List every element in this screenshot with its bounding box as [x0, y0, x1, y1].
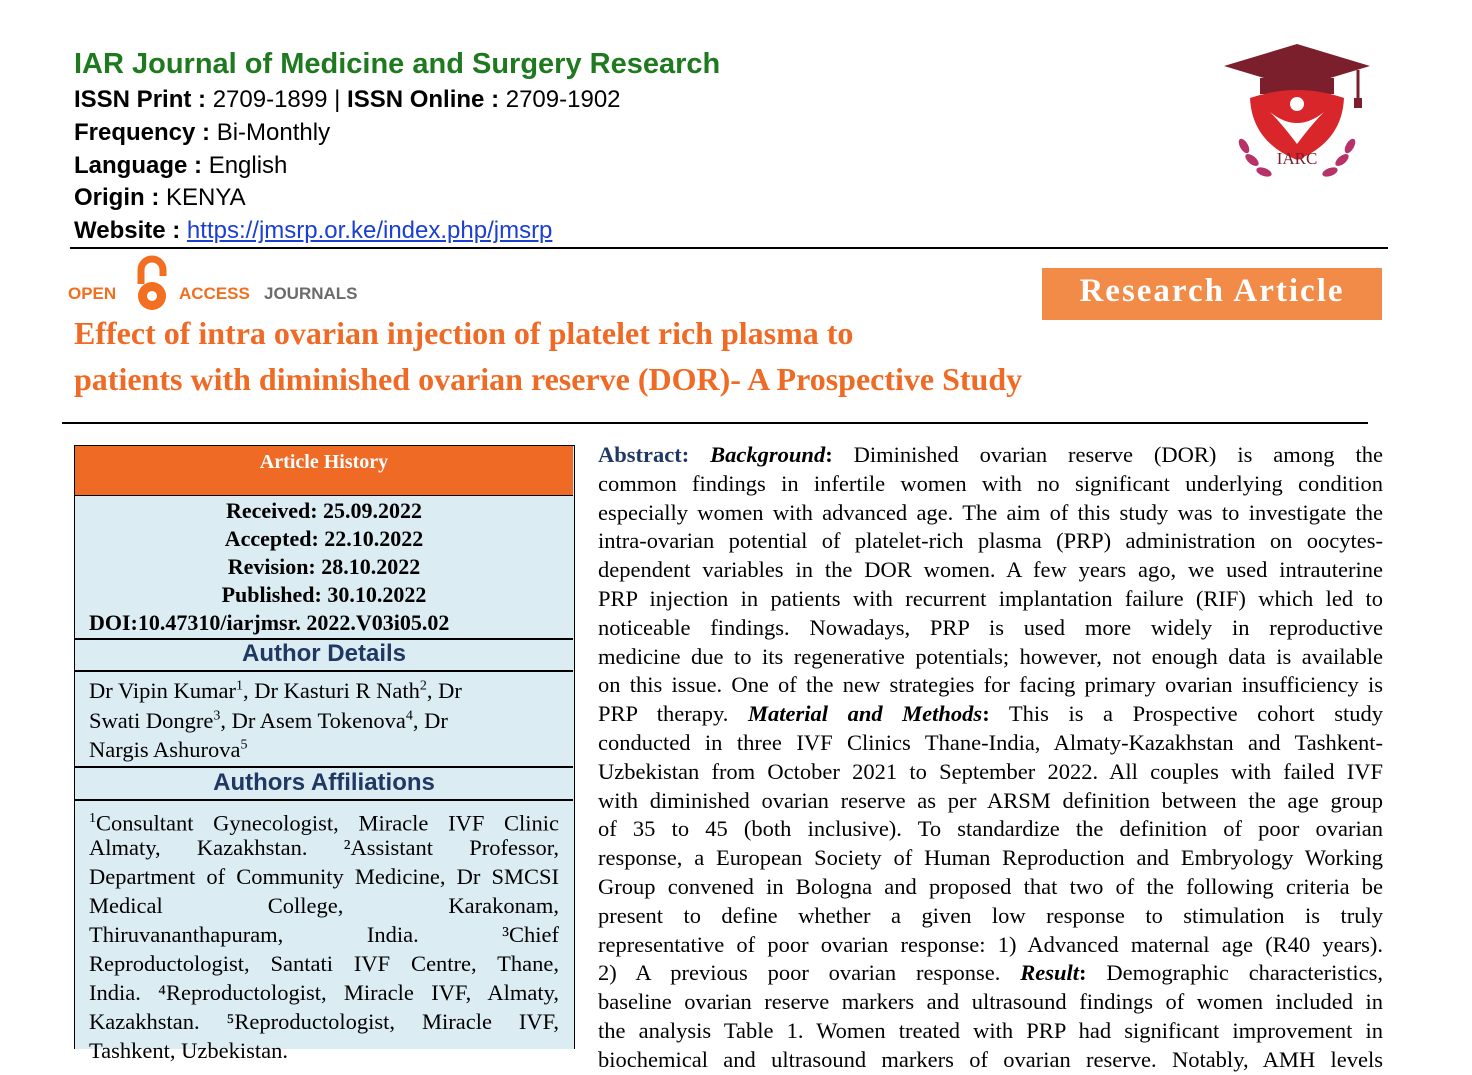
origin-label: Origin :: [74, 184, 160, 211]
abstract-label: Abstract:: [598, 442, 711, 467]
affiliation-line: [89, 862, 559, 891]
header-rule: [70, 247, 1388, 249]
issn-separator: |: [334, 86, 341, 113]
author-details-heading: Author Details: [241, 640, 406, 667]
affiliation-line: [89, 833, 559, 862]
abstract-text: biochemical and ultrasound markers of ovarian reserve. Notably, AMH levels: [598, 1046, 1383, 1072]
abstract-line: [598, 1017, 1383, 1046]
access-word: ACCESS: [179, 284, 250, 303]
abstract-line: [598, 787, 1383, 816]
website-link[interactable]: https://jmsrp.or.ke/index.php/jmsrp: [186, 217, 553, 244]
title-rule: [62, 422, 1368, 424]
affiliation-line: [89, 1036, 559, 1065]
affiliation-line: [89, 920, 559, 949]
abstract-line: [598, 815, 1383, 844]
issn-online-label: ISSN Online :: [347, 86, 500, 113]
abstract-line: [598, 758, 1383, 787]
abstract-text: representative of poor ovarian response: 1) Advanced maternal age (R40 years).: [598, 931, 1383, 957]
affiliations-heading: Authors Affiliations: [213, 769, 435, 796]
abstract-text: response, a European Society of Human Reproduction and Embryology Working: [598, 845, 1383, 871]
abstract-line: [598, 527, 1383, 556]
accepted-date: Accepted: 22.10.2022: [224, 526, 424, 551]
abstract-line: [598, 902, 1383, 931]
affiliation-text: India. ⁴Reproductologist, Miracle IVF, Almaty,: [89, 980, 559, 1005]
abstract-line: [598, 499, 1383, 528]
abstract-text: present to define whether a given low response to stimulation is truly: [598, 902, 1383, 928]
divider: [75, 766, 573, 768]
divider: [75, 670, 573, 672]
abstract-line: [598, 643, 1383, 672]
open-access-logo: [68, 254, 378, 314]
language-label: Language :: [74, 152, 203, 179]
abstract-line: [598, 959, 1383, 988]
abstract-line: [598, 671, 1383, 700]
doi: DOI:10.47310/iarjmsr. 2022.V03i05.02: [89, 610, 450, 635]
author-name: Nargis Ashurova: [89, 737, 241, 762]
abstract-line: [598, 470, 1383, 499]
abstract-line: [598, 441, 1383, 470]
abstract-text: of 35 to 45 (both inclusive). To standardize the definition of poor ovarian: [598, 816, 1383, 842]
abstract-line: [598, 614, 1383, 643]
author-sup: 3: [213, 708, 221, 724]
abstract-text: Group convened in Bologna and proposed that two of the following criteria be: [598, 874, 1383, 899]
divider: [75, 799, 573, 801]
website-line: [74, 215, 552, 247]
article-title-line-2: patients with diminished ovarian reserve (DOR)- A Prospective Study: [74, 361, 1023, 397]
abstract-line: [598, 931, 1383, 960]
abstract-text: with diminished ovarian reserve as per ARSM definition between the age group: [598, 787, 1383, 813]
article-history-header: [75, 446, 573, 496]
abstract-line: [598, 873, 1383, 902]
abstract-line: [598, 1046, 1383, 1075]
author-name: , Dr Asem Tokenova: [220, 708, 406, 733]
affiliation-text: Almaty, Kazakhstan. ²Assistant Professor,: [89, 835, 559, 860]
affiliation-text: Medical College, Karakonam,: [89, 893, 559, 918]
abstract-text: Uzbekistan from October 2021 to September 2022. All couples with failed IVF: [598, 758, 1383, 784]
author-name: , Dr: [426, 678, 462, 703]
revision-date: Revision: 28.10.2022: [227, 554, 421, 579]
open-lock-icon: [129, 254, 175, 312]
issn-line: [74, 84, 621, 116]
abstract-text: especially women with advanced age. The aim of this study was to investigate the: [598, 499, 1383, 525]
author-sup: 4: [405, 708, 413, 724]
author-sup: 2: [419, 678, 427, 694]
author-sup: 5: [240, 737, 248, 753]
author-line: [89, 735, 559, 764]
affiliation-line: [89, 1007, 559, 1036]
abstract-line: [598, 585, 1383, 614]
affiliation-text: Consultant Gynecologist, Miracle IVF Clinic: [96, 810, 559, 836]
abstract-line: [598, 556, 1383, 585]
website-label: Website :: [74, 217, 181, 244]
journals-word: JOURNALS: [264, 284, 358, 303]
article-history-heading: Article History: [259, 451, 389, 473]
author-name: Dr Vipin Kumar: [89, 678, 236, 703]
affiliation-line: [89, 891, 559, 920]
abstract-text: common findings in infertile women with no significant underlying condition: [598, 470, 1383, 496]
received-date: Received: 25.09.2022: [225, 498, 423, 523]
journal-title: IAR Journal of Medicine and Surgery Research: [74, 48, 721, 80]
affiliation-text: Kazakhstan. ⁵Reproductologist, Miracle IVF,: [89, 1009, 559, 1034]
issn-print-label: ISSN Print :: [74, 86, 207, 113]
affiliation-text: Department of Community Medicine, Dr SMCSI: [89, 864, 559, 889]
origin-line: [74, 182, 246, 214]
abstract-text: baseline ovarian reserve markers and ultrasound findings of women included in: [598, 989, 1383, 1015]
author-sup: 1: [235, 678, 243, 694]
affiliation-text: Thiruvananthapuram, India. ³Chief: [89, 922, 559, 947]
published-date: Published: 30.10.2022: [221, 582, 427, 607]
affiliation-text: Reproductologist, Santati IVF Centre, Thane,: [89, 951, 559, 976]
abstract-text: conducted in three IVF Clinics Thane-India, Almaty-Kazakhstan and Tashkent-: [598, 730, 1383, 755]
author-name: , Dr Kasturi R Nath: [242, 678, 420, 703]
abstract-text: intra-ovarian potential of platelet-rich plasma (PRP) administration on oocytes-: [598, 528, 1383, 554]
abstract-line: [598, 700, 1383, 729]
article-title-line-1: Effect of intra ovarian injection of platelet rich plasma to: [74, 315, 854, 351]
author-name: , Dr: [412, 708, 448, 733]
logo-text: IARC: [1276, 149, 1318, 168]
author-line: [89, 676, 559, 705]
frequency-line: [74, 117, 330, 149]
abstract-text: the analysis Table 1. Women treated with PRP had significant improvement in: [598, 1018, 1383, 1043]
language-line: [74, 150, 287, 182]
abstract-line: [598, 844, 1383, 873]
language-value: English: [208, 152, 288, 179]
issn-print-value: 2709-1899: [212, 86, 328, 113]
abstract-text: Background: Diminished ovarian reserve (DOR) is among the: [710, 442, 1383, 467]
abstract-text: PRP therapy. Material and Methods: This is a Prospective cohort study: [598, 701, 1383, 727]
article-type-label: Research Article: [1079, 273, 1345, 309]
frequency-value: Bi-Monthly: [216, 119, 331, 146]
author-name: Swati Dongre: [89, 708, 214, 733]
abstract-text: 2) A previous poor ovarian response. Result: Demographic characteristics,: [598, 960, 1383, 986]
abstract-text: noticeable findings. Nowadays, PRP is used more widely in reproductive: [598, 614, 1383, 640]
abstract-text: dependent variables in the DOR women. A few years ago, we used intrauterine: [598, 557, 1383, 583]
affiliation-line: [89, 978, 559, 1007]
origin-value: KENYA: [166, 184, 246, 211]
open-word: OPEN: [68, 284, 117, 303]
iarc-logo: [1222, 42, 1372, 188]
abstract-text: PRP injection in patients with recurrent implantation failure (RIF) which led to: [598, 586, 1383, 611]
abstract-text: on this issue. One of the new strategies for facing primary ovarian insufficiency is: [598, 672, 1383, 698]
abstract-line: [598, 988, 1383, 1017]
abstract-text: medicine due to its regenerative potentials; however, not enough data is available: [598, 643, 1383, 669]
abstract-line: [598, 729, 1383, 758]
affiliation-sup: 1: [89, 811, 96, 826]
frequency-label: Frequency :: [74, 119, 211, 146]
affiliation-line: [89, 949, 559, 978]
issn-online-value: 2709-1902: [505, 86, 621, 113]
affiliation-text: Tashkent, Uzbekistan.: [89, 1038, 288, 1063]
author-line: [89, 706, 559, 735]
